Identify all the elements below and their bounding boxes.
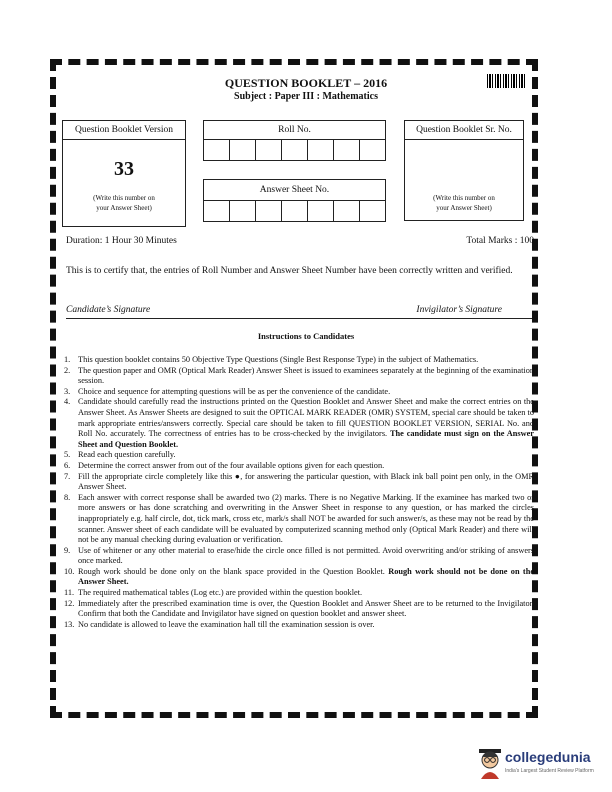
answer-sheet-box (203, 179, 386, 222)
serial-box (404, 120, 524, 221)
roll-cell (230, 140, 256, 160)
instruction-item: 6. Determine the correct answer from out of the four available options given for each question. (64, 460, 385, 470)
instruction-item: 12. Immediately after the prescribed examination time is over, the Question Booklet and Answer Sheet are to be returned to the Invigilator. Confirm that both the Candidate and Invigilator have signed on question booklet and answer sheet. (64, 598, 534, 619)
roll-cell (360, 140, 385, 160)
divider-line (66, 318, 532, 319)
instruction-item: 9. Use of whitener or any other material to erase/hide the circle once filled is not permitted. Avoid overwriting and/or striking of answers once marked. (64, 545, 534, 566)
version-note-2: your Answer Sheet) (96, 204, 152, 212)
answer-cell (334, 201, 360, 221)
roll-number-box (203, 120, 386, 161)
version-number: 33 (114, 158, 134, 180)
answer-sheet-label: Answer Sheet No. (204, 180, 385, 201)
answer-cell (204, 201, 230, 221)
version-box (62, 120, 186, 227)
serial-note-2: your Answer Sheet) (436, 204, 492, 212)
subject-line: Subject : Paper III : Mathematics (234, 91, 378, 102)
total-marks: Total Marks : 100 (466, 236, 534, 246)
instruction-item: 8. Each answer with correct response shall be awarded two (2) marks. There is no Negative Marking. If the examinee has marked two or more answers or has done scratching and overwriting in the Answer Sheet in response to any question, or has marked the circles inappropriately e.g. half circle, dot, tick mark, cross etc, mark/s shall NOT be awarded for such answer/s, as these may not be read by the scanner. Answer sheet of each candidate will be evaluated by computerized scanning method only (Optical Mark Reader) and there will not be any manual checking during evaluation or verification. (64, 492, 534, 545)
answer-cell (360, 201, 385, 221)
answer-cell (308, 201, 334, 221)
barcode (487, 74, 527, 88)
logo-name: collegedunia (505, 749, 591, 765)
collegedunia-logo (477, 745, 612, 785)
roll-cell (204, 140, 230, 160)
roll-cell (334, 140, 360, 160)
roll-cell (282, 140, 308, 160)
instruction-item: 11. The required mathematical tables (Log etc.) are provided within the question booklet. (64, 588, 363, 598)
roll-number-label: Roll No. (204, 121, 385, 140)
certification-text: This is to certify that, the entries of Roll Number and Answer Sheet Number have been correctly written and verified. (66, 266, 513, 276)
roll-cell (256, 140, 282, 160)
instruction-item: 3. Choice and sequence for attempting questions will be as per the convenience of the candidate. (64, 386, 391, 396)
answer-sheet-cells (204, 201, 385, 221)
roll-number-cells (204, 140, 385, 160)
candidate-signature-label: Candidate’s Signature (66, 305, 151, 315)
instruction-item: 4. Candidate should carefully read the instructions printed on the Question Booklet and Answer Sheet and make the correct entries on the Answer Sheet. As Answer Sheets are designed to suit the OPTICAL MARK READER (OMR) SYSTEM, special care should be taken to mark appropriate entries/answers correctly. Special care should be taken to fill QUESTION BOOKLET VERSION, SERIAL No. and Roll No. accurately. The correctness of entries has to be cross-checked by the invigilators. The candidate must sign on the Answer Sheet and Question Booklet. (64, 397, 534, 449)
instruction-item: 1. This question booklet contains 50 Objective Type Questions (Single Best Response Type) in the subject of Mathematics. (64, 355, 479, 364)
instruction-item: 13. No candidate is allowed to leave the examination hall till the examination session is over. (64, 619, 375, 629)
logo-tagline: India's Largest Student Review Platform (505, 768, 594, 774)
instruction-item: 10. Rough work should be done only on the blank space provided in the Question Booklet. Rough work should not be done on the Answer Sheet. (64, 566, 534, 587)
version-note-1: (Write this number on (93, 194, 155, 202)
instruction-item: 7. Fill the appropriate circle completely like this ●, for answering the particular question, with Black ink ball point pen only, in the OMR Answer Sheet. (64, 471, 534, 492)
answer-cell (282, 201, 308, 221)
answer-cell (256, 201, 282, 221)
roll-cell (308, 140, 334, 160)
instructions-list (64, 355, 534, 630)
instruction-item: 5. Read each question carefully. (64, 450, 176, 460)
serial-note-1: (Write this number on (433, 194, 495, 202)
instructions-heading: Instructions to Candidates (257, 331, 355, 341)
booklet-title: QUESTION BOOKLET – 2016 (224, 76, 388, 90)
invigilator-signature-label: Invigilator’s Signature (416, 305, 502, 315)
student-mascot-icon (477, 745, 503, 779)
serial-label: Question Booklet Sr. No. (405, 121, 523, 140)
instruction-item: 2. The question paper and OMR (Optical Mark Reader) Answer Sheet is issued to examinees separately at the beginning of the examination session. (64, 365, 534, 386)
version-label: Question Booklet Version (63, 121, 185, 140)
duration: Duration: 1 Hour 30 Minutes (66, 236, 177, 246)
answer-cell (230, 201, 256, 221)
